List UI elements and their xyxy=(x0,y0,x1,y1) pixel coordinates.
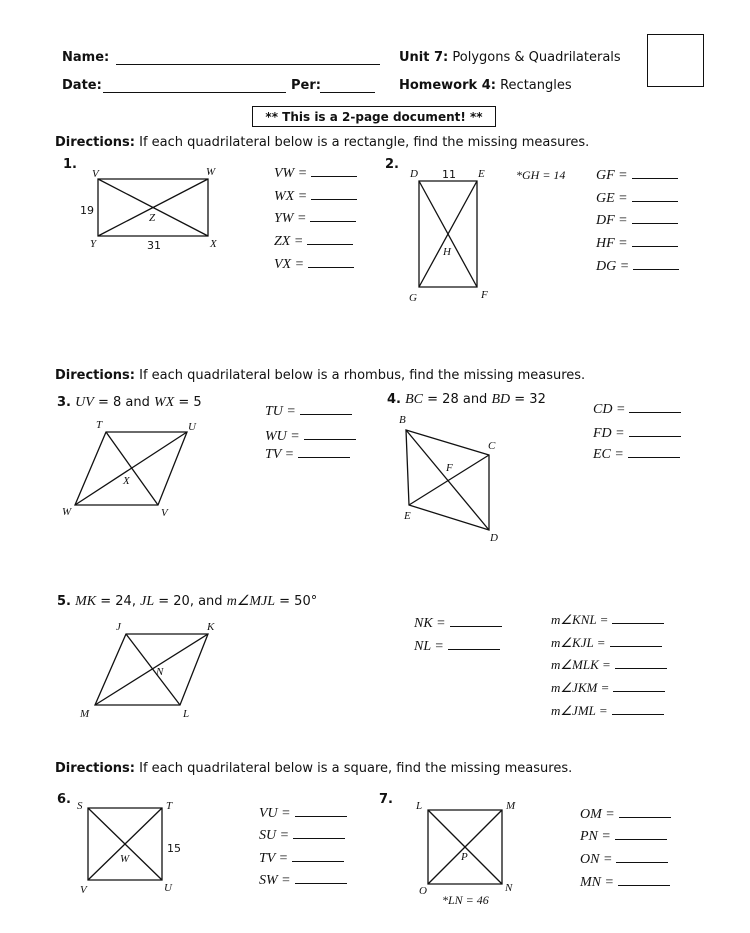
p3-given-text-1: = 8 and xyxy=(97,395,150,410)
problem-5-number: 5. xyxy=(57,594,71,609)
problem-4-number: 4. xyxy=(387,392,401,407)
unit-title-text: Polygons & Quadrilaterals xyxy=(452,50,621,65)
p5-question-right-2-label: m∠KJL = xyxy=(551,635,606,650)
p3-question-3-label: TV = xyxy=(265,447,295,462)
p6-question-4-label: SW = xyxy=(259,873,291,888)
p7-vertex-m: M xyxy=(506,800,516,812)
p6-side-length-right: 15 xyxy=(167,842,181,855)
p5-given-segment-2: JL xyxy=(140,594,155,609)
p2-vertex-g: G xyxy=(409,292,417,304)
p3-vertex-u: U xyxy=(188,421,196,433)
p1-question-3-label: YW = xyxy=(274,211,307,226)
p1-vertex-v: V xyxy=(92,168,99,180)
directions-rhombus-bold: Directions: xyxy=(55,368,135,383)
p3-vertex-w: W xyxy=(62,506,72,518)
p4-vertex-b: B xyxy=(399,414,406,426)
problem-1-number: 1. xyxy=(63,157,77,172)
p5-given-text-2: = 20, and xyxy=(158,594,223,609)
p7-vertex-l: L xyxy=(416,800,423,812)
p2-question-5-label: DG = xyxy=(596,259,630,274)
p7-question-2 xyxy=(580,827,667,845)
p2-center-h: H xyxy=(443,246,451,258)
p4-vertex-d: D xyxy=(490,532,498,544)
p7-vertex-n: N xyxy=(505,882,513,894)
p5-question-right-5-label: m∠JML = xyxy=(551,703,608,718)
per-label: Per: xyxy=(291,78,321,93)
p1-question-2-label: WX = xyxy=(274,189,308,204)
directions-rectangle-bold: Directions: xyxy=(55,135,135,150)
p4-given-text-2: = 32 xyxy=(514,392,546,407)
p2-vertex-e: E xyxy=(478,168,485,180)
p4-given-segment-2: BD xyxy=(491,392,511,407)
p6-question-3-label: TV = xyxy=(259,851,289,866)
p3-vertex-v: V xyxy=(161,507,168,519)
p2-side-length-top: 11 xyxy=(442,168,456,181)
p2-vertex-d: D xyxy=(410,168,418,180)
p7-answer-3[interactable] xyxy=(616,850,668,863)
p7-question-3-label: ON = xyxy=(580,852,613,867)
homework-title-bold: Homework 4: xyxy=(399,78,496,93)
p1-center-z: Z xyxy=(149,212,156,224)
name-label: Name: xyxy=(62,50,110,65)
date-label: Date: xyxy=(62,78,102,93)
homework-title-text: Rectangles xyxy=(500,78,572,93)
p5-given-text-1: = 24, xyxy=(100,594,136,609)
p2-question-1-label: GF = xyxy=(596,168,628,183)
p2-given: *GH = 14 xyxy=(516,168,566,182)
p5-given-text-3: = 50° xyxy=(279,594,318,609)
p4-center-f: F xyxy=(446,462,453,474)
p7-answer-4[interactable] xyxy=(618,873,670,886)
p1-question-1-label: VW = xyxy=(274,166,308,181)
p4-given-text-1: = 28 and xyxy=(427,392,488,407)
directions-square-text: If each quadrilateral below is a square, find the missing measures. xyxy=(139,761,573,776)
p6-vertex-s: S xyxy=(77,800,83,812)
p4-vertex-e: E xyxy=(404,510,411,522)
p5-vertex-l: L xyxy=(183,708,190,720)
p3-given-segment-2: WX xyxy=(153,395,175,410)
p5-question-left-1-label: NK = xyxy=(414,616,446,631)
directions-rectangle-text: If each quadrilateral below is a rectangle, find the missing measures. xyxy=(139,135,590,150)
p4-vertex-c: C xyxy=(488,440,496,452)
p1-question-4-label: ZX = xyxy=(274,234,304,249)
p1-vertex-w: W xyxy=(206,166,216,178)
p7-answer-1[interactable] xyxy=(619,805,671,818)
p7-question-4 xyxy=(580,873,670,891)
p3-given-segment-1: UV xyxy=(75,395,94,410)
p4-given-segment-1: BC xyxy=(405,392,424,407)
p2-vertex-f: F xyxy=(481,289,488,301)
problem-2-number: 2. xyxy=(385,157,399,172)
p7-question-2-label: PN = xyxy=(580,829,611,844)
p7-question-1 xyxy=(580,805,671,823)
p1-side-length-bottom: 31 xyxy=(147,239,161,252)
p6-vertex-u: U xyxy=(164,882,172,894)
p3-question-1-label: TU = xyxy=(265,404,296,419)
p7-given: *LN = 46 xyxy=(442,893,489,907)
p5-given-angle: m∠MJL xyxy=(226,594,276,609)
p1-side-length-left: 19 xyxy=(80,204,94,217)
directions-rhombus-text: If each quadrilateral below is a rhombus, find the missing measures. xyxy=(139,368,586,383)
p5-given-segment-1: MK xyxy=(75,594,97,609)
directions-square-bold: Directions: xyxy=(55,761,135,776)
p3-vertex-t: T xyxy=(96,419,103,431)
p7-vertex-o: O xyxy=(419,885,427,897)
p5-question-right-1-label: m∠KNL = xyxy=(551,612,609,627)
p6-question-2-label: SU = xyxy=(259,828,290,843)
p1-question-5-label: VX = xyxy=(274,257,305,272)
two-page-notice: ** This is a 2-page document! ** xyxy=(252,106,496,127)
problem-7-number: 7. xyxy=(379,792,393,807)
p5-question-left-2-label: NL = xyxy=(414,639,444,654)
p5-vertex-k: K xyxy=(207,621,215,633)
p5-vertex-j: J xyxy=(116,621,121,633)
p5-vertex-m: M xyxy=(80,708,90,720)
problem-3-number: 3. xyxy=(57,395,71,410)
p1-vertex-x: X xyxy=(210,238,217,250)
p7-question-1-label: OM = xyxy=(580,807,615,822)
p5-question-right-3-label: m∠MLK = xyxy=(551,657,611,672)
problem-6-number: 6. xyxy=(57,792,71,807)
p1-vertex-y: Y xyxy=(90,238,97,250)
p2-question-4-label: HF = xyxy=(596,236,628,251)
p2-question-3-label: DF = xyxy=(596,213,628,228)
p7-center-p: P xyxy=(461,851,468,863)
p3-question-2-label: WU = xyxy=(265,429,300,444)
p7-question-4-label: MN = xyxy=(580,875,614,890)
p7-answer-2[interactable] xyxy=(615,827,667,840)
p6-vertex-t: T xyxy=(166,800,173,812)
p2-question-2-label: GE = xyxy=(596,191,628,206)
p4-question-3-label: EC = xyxy=(593,447,624,462)
unit-title-bold: Unit 7: xyxy=(399,50,449,65)
p4-question-1-label: CD = xyxy=(593,402,626,417)
p6-center-w: W xyxy=(120,853,130,865)
p6-vertex-v: V xyxy=(80,884,87,896)
p6-question-1-label: VU = xyxy=(259,806,291,821)
p5-center-n: N xyxy=(156,666,164,678)
p5-question-right-4-label: m∠JKM = xyxy=(551,680,610,695)
p4-question-2-label: FD = xyxy=(593,426,625,441)
p3-center-x: X xyxy=(123,475,130,487)
p3-given-text-2: = 5 xyxy=(178,395,202,410)
p7-question-3 xyxy=(580,850,668,868)
